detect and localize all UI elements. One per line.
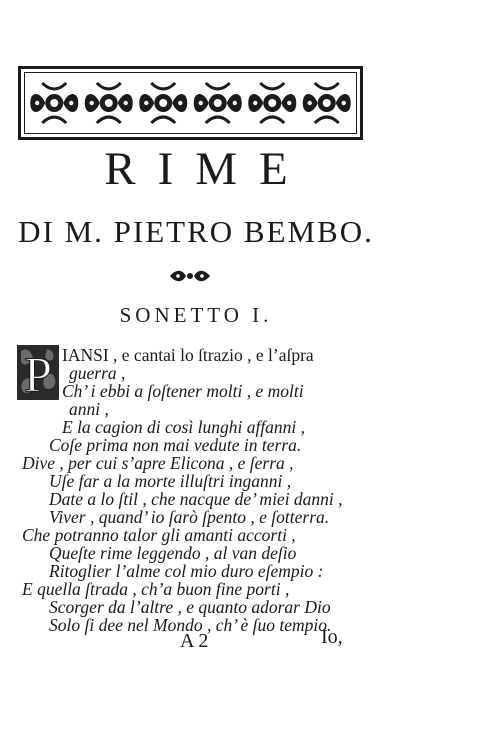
page-title: RIME (104, 143, 310, 195)
ornament-motif (248, 83, 296, 123)
dropcap-letter: P (24, 346, 52, 400)
historiated-initial-icon (17, 345, 59, 400)
poem-line: Ritoglier l’alme col mio duro eſempio : (49, 561, 324, 581)
fleuron-icon (168, 268, 212, 284)
poem-line: Solo ſi dee nel Mondo , ch’ è ſuo tempio. (49, 615, 332, 635)
poem-line: Ch’ i ebbi a ſoſtener molti , e molti (62, 381, 304, 401)
catchword: Io, (321, 626, 343, 648)
poem-line: E quella ſtrada , ch’a buon fine porti , (22, 579, 290, 599)
poem-line: IANSI , e cantai lo ſtrazio , e l’aſpra (62, 345, 314, 365)
signature-mark: A 2 (180, 630, 209, 652)
ornament-motif (139, 83, 187, 123)
poem-line: Queſte rime leggendo , al van deſio (49, 543, 297, 563)
poem-line: Uſe far a la morte illuſtri inganni , (49, 471, 292, 491)
poem-line: Viver , quand’ io ſarò ſpento , e ſotterra. (49, 507, 330, 527)
ornamental-headpiece (18, 66, 363, 140)
poem-line: Date a lo ſtil , che nacque de’ miei danni , (49, 489, 343, 509)
poem-line: Che potranno talor gli amanti accorti , (22, 525, 296, 545)
ornament-motif (303, 83, 351, 123)
poem-line: E la cagion di così lunghi affanni , (62, 417, 306, 437)
poem-line: anni , (69, 399, 109, 419)
ornament-motif (85, 83, 133, 123)
page-subtitle: DI M. PIETRO BEMBO. (18, 214, 374, 249)
ornament-motif (194, 83, 242, 123)
ornament-motif (30, 83, 78, 123)
poem-line: Coſe prima non mai vedute in terra. (49, 435, 302, 455)
floral-ornament-band-icon (27, 75, 354, 131)
poem-line: Scorger da l’altre , e quanto adorar Dio (49, 597, 331, 617)
sonnet-heading: SONETTO I. (119, 303, 273, 327)
poem-line: Dive , per cui s’apre Elicona , e ſerra , (22, 453, 294, 473)
poem-line: guerra , (69, 363, 126, 383)
